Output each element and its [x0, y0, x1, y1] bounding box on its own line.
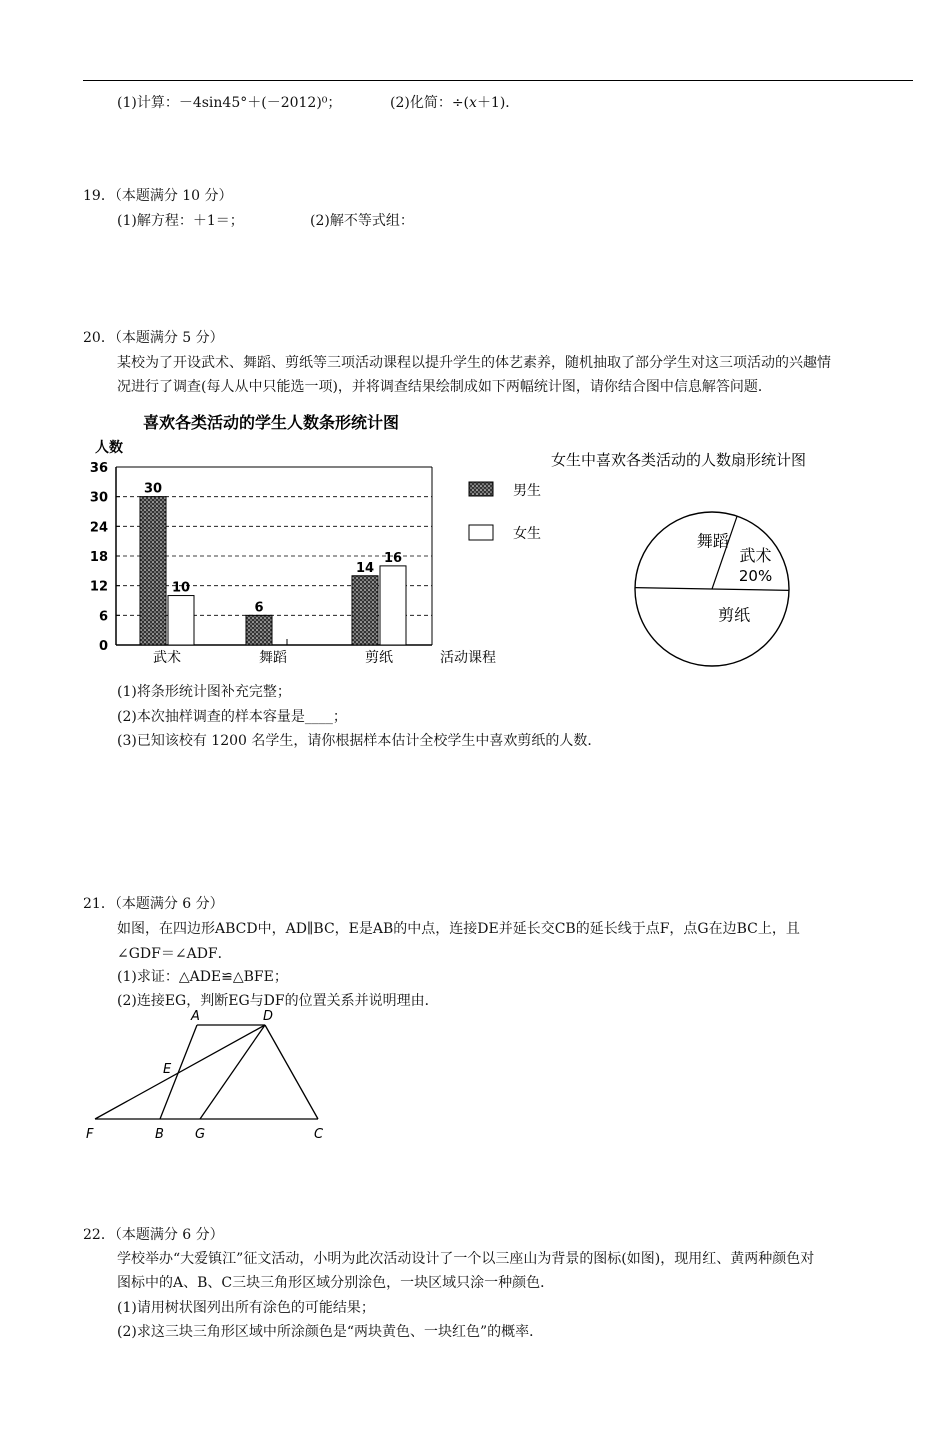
bar-女生-武术 — [168, 596, 194, 645]
legend-female-label: 女生 — [513, 526, 541, 542]
q21-question2: (2)连接EG，判断EG与DF的位置关系并说明理由． — [117, 993, 439, 1009]
ytick-label: 24 — [89, 520, 108, 536]
q21-line1: 如图，在四边形ABCD中，AD∥BC，E是AB的中点，连接DE并延长交CB的延长线于点F，点G在边BC上，且 — [117, 921, 800, 937]
bar-男生-舞蹈 — [246, 615, 272, 645]
q18-part2-suffix: ＋1)． — [476, 95, 520, 111]
q21-line2: ∠GDF＝∠ADF． — [117, 946, 232, 962]
q22-question1: (1)请用树状图列出所有涂色的可能结果； — [117, 1300, 375, 1316]
q21-header: 21．（本题满分 6 分） — [83, 896, 224, 912]
q19-part2: (2)解不等式组： — [310, 213, 414, 229]
label-F: F — [86, 1127, 94, 1142]
bar-女生-剪纸 — [380, 566, 406, 645]
q18-part2-prefix: (2)化简：÷( — [390, 95, 470, 111]
q21-geometry-figure — [80, 1005, 340, 1145]
legend-male-swatch — [469, 482, 493, 496]
pie-slice-percent: 20% — [738, 566, 773, 585]
bar-data-label: 10 — [171, 580, 191, 596]
pie-slice-label-武术: 武术 — [739, 545, 772, 565]
bar-data-label: 14 — [355, 560, 375, 576]
segment-DF — [95, 1025, 265, 1119]
bar-chart-ylabel: 人数 — [95, 440, 123, 456]
bar-chart-xlabel: 活动课程 — [440, 650, 496, 666]
label-G: G — [195, 1127, 206, 1142]
q20-intro-line2: 况进行了调查(每人从中只能选一项)，并将调查结果绘制成如下两幅统计图，请你结合图中信息解答问题． — [117, 379, 772, 395]
q20-question3: (3)已知该校有 1200 名学生，请你根据样本估计全校学生中喜欢剪纸的人数． — [117, 733, 602, 749]
bar-男生-武术 — [140, 497, 166, 645]
ytick-label: 0 — [98, 639, 108, 654]
bar-data-label: 6 — [254, 600, 264, 616]
q18-part2-var: x — [469, 95, 477, 111]
bar-chart-categories — [153, 649, 393, 666]
bar-data-label: 30 — [143, 481, 163, 497]
ytick-label: 12 — [89, 579, 108, 595]
segment-DC — [265, 1025, 318, 1119]
bar-chart-bars — [140, 482, 406, 645]
label-B: B — [155, 1127, 164, 1142]
pie-slice-label-舞蹈: 舞蹈 — [696, 531, 729, 551]
bar-chart-title: 喜欢各类活动的学生人数条形统计图 — [143, 413, 400, 432]
q21-question1: (1)求证：△ADE≌△BFE； — [117, 969, 288, 985]
q19-part1: (1)解方程：＋1＝； — [117, 213, 244, 229]
pie-slice-label-剪纸: 剪纸 — [718, 605, 751, 625]
xcat-label: 舞蹈 — [259, 650, 287, 666]
q22-question2: (2)求这三块三角形区域中所涂颜色是“两块黄色、一块红色”的概率． — [117, 1324, 544, 1340]
q18-part2 — [390, 92, 519, 112]
q20-question1: (1)将条形统计图补充完整； — [117, 684, 291, 700]
pie-chart — [635, 512, 789, 666]
top-rule — [83, 80, 913, 81]
q20-question2: (2)本次抽样调查的样本容量是____； — [117, 709, 347, 725]
ytick-label: 30 — [89, 490, 108, 506]
bar-data-label: 16 — [383, 550, 403, 566]
bar-男生-剪纸 — [352, 576, 378, 645]
ytick-label: 18 — [89, 550, 108, 565]
q20-charts — [0, 405, 950, 680]
q22-header: 22．（本题满分 6 分） — [83, 1227, 224, 1243]
pie-chart-title: 女生中喜欢各类活动的人数扇形统计图 — [551, 451, 807, 469]
xcat-label: 武术 — [153, 650, 181, 666]
q18-part1: (1)计算：－4sin45°＋(－2012)⁰； — [117, 95, 342, 111]
q20-header: 20．（本题满分 5 分） — [83, 330, 224, 346]
label-D: D — [263, 1009, 274, 1024]
label-E: E — [163, 1062, 172, 1077]
label-C: C — [314, 1127, 324, 1142]
legend-male-label: 男生 — [513, 483, 541, 499]
segment-DG — [200, 1025, 265, 1119]
q22-line1: 学校举办“大爱镇江”征文活动，小明为此次活动设计了一个以三座山为背景的图标(如图)，现用红、黄两种颜色对 — [117, 1251, 815, 1267]
q22-line2: 图标中的A、B、C三块三角形区域分别涂色，一块区域只涂一种颜色． — [117, 1275, 555, 1291]
q19-header: 19．（本题满分 10 分） — [83, 188, 233, 204]
xcat-label: 剪纸 — [365, 650, 393, 666]
ytick-label: 6 — [98, 609, 108, 625]
label-A: A — [191, 1009, 200, 1024]
ytick-label: 36 — [89, 461, 108, 476]
q20-intro-line1: 某校为了开设武术、舞蹈、剪纸等三项活动课程以提升学生的体艺素养，随机抽取了部分学生对这三项活动的兴趣情 — [117, 355, 831, 371]
legend-female-swatch — [469, 525, 493, 540]
